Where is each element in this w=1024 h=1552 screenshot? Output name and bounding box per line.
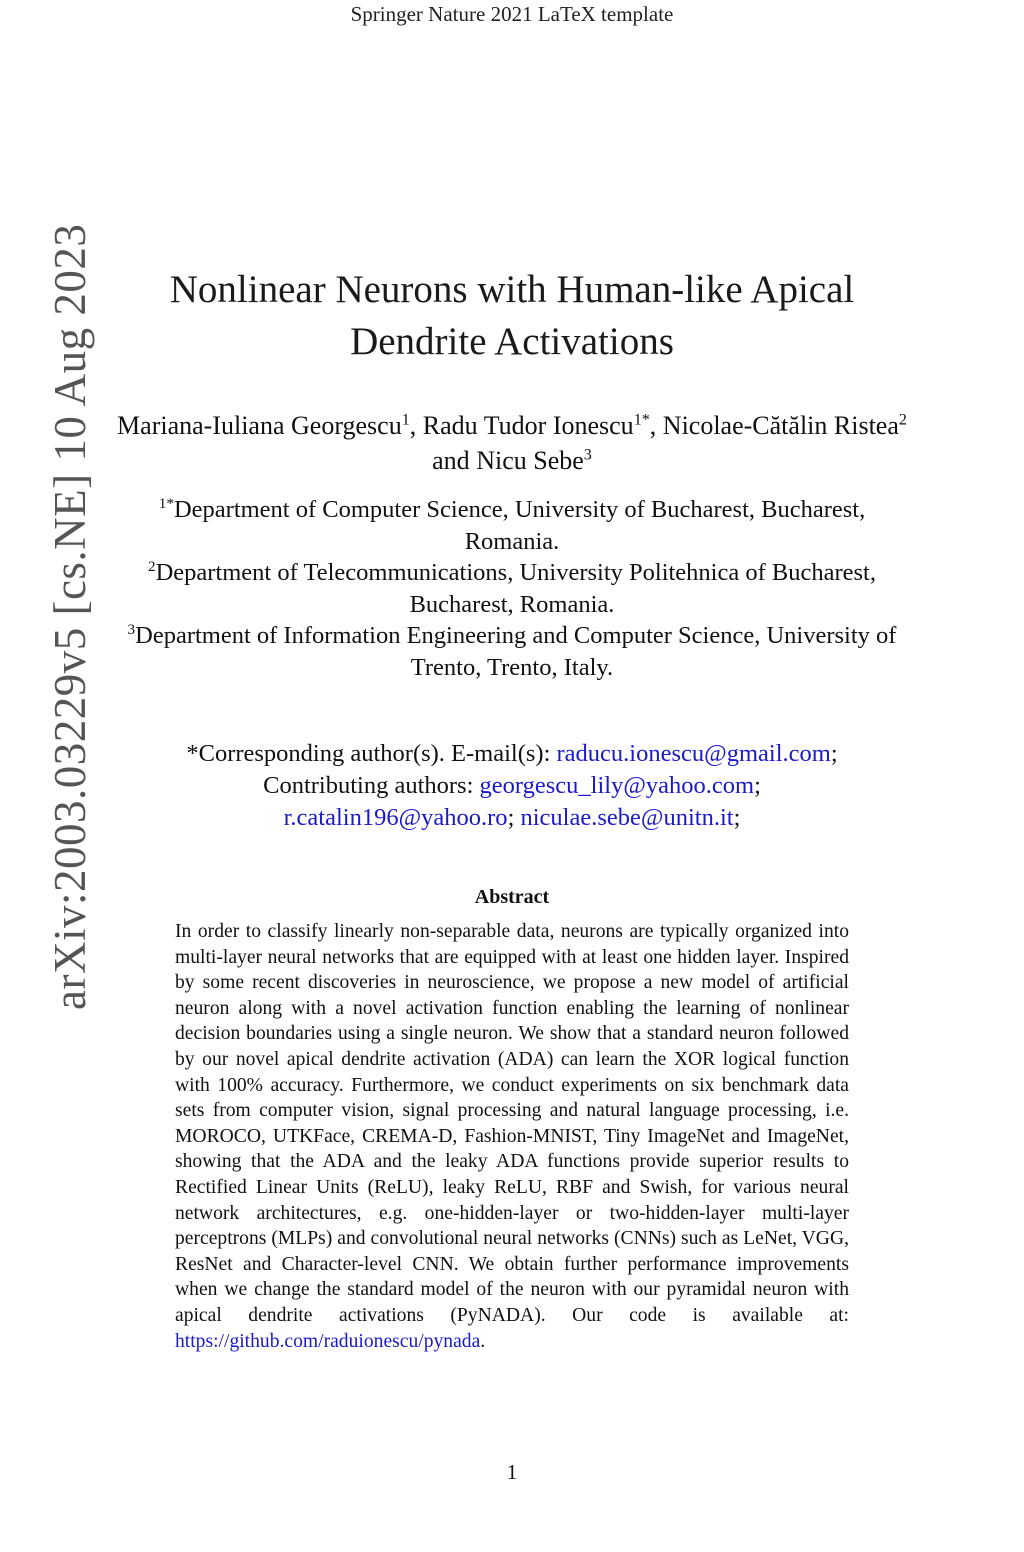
author-affiliation-mark: 1*	[633, 411, 650, 429]
title-line-1: Nonlinear Neurons with Human-like Apical	[169, 268, 855, 311]
author-list	[112, 408, 912, 478]
author-separator: and	[432, 446, 477, 475]
affiliation	[112, 557, 912, 620]
author-separator: ,	[409, 411, 423, 440]
contributing-email-link[interactable]: georgescu_lily@yahoo.com	[479, 772, 755, 799]
author-separator: ,	[649, 411, 663, 440]
author-affiliation-mark: 3	[583, 446, 592, 464]
title-line-2: Dendrite Activations	[350, 320, 674, 363]
author-name: Nicolae-Cătălin Ristea	[662, 411, 899, 440]
abstract-end: .	[480, 1330, 486, 1352]
affiliation	[112, 620, 912, 683]
abstract-text: In order to classify linearly non-separable data, neurons are typically organized into multi-layer neural networks that are equipped with at least one hidden layer. Inspired by some recent discoveries in neuroscience, we propose a new model of artificial neuron along with a novel activation function enabling the learning of nonlinear decision boundaries using a single neuron. We show that a standard neuron followed by our novel apical dendrite activation (ADA) can learn the XOR logical function with 100% accuracy. Furthermore, we conduct experiments on six benchmark data sets from computer vision, signal processing and natural language processing, i.e. MOROCO, UTKFace, CREMA-D, Fashion-MNIST, Tiny ImageNet and ImageNet, showing that the ADA and the leaky ADA functions provide superior results to Rectified Linear Units (ReLU), leaky ReLU, RBF and Swish, for various neural network architectures, e.g. one-hidden-layer or two-hidden-layer multi-layer perceptrons (MLPs) and convolutional neural networks (CNNs) such as LeNet, VGG, ResNet and Character-level CNN. We obtain further performance improvements when we change the standard model of the neuron with our pyramidal neuron with apical dendrite activations (PyNADA). Our code is available at:	[175, 921, 849, 1326]
page-number: 1	[506, 1460, 518, 1484]
author-affiliation-mark: 1	[401, 411, 410, 429]
affiliation	[112, 494, 912, 557]
affiliation-mark: 2	[148, 557, 156, 575]
correspondence-block: *Corresponding author(s). E-mail(s): raducu.ionescu@gmail.com; Contributing authors: georgescu_lily@yahoo.com; r.catalin196@yahoo.ro; niculae.sebe@unitn.it;	[186, 740, 838, 831]
contributing-email-link[interactable]: r.catalin196@yahoo.ro	[283, 804, 508, 831]
affiliation-text: Department of Telecommunications, University Politehnica of Bucharest, Bucharest, Romania.	[155, 559, 876, 618]
abstract-heading: Abstract	[474, 886, 550, 908]
code-repository-link[interactable]: https://github.com/raduionescu/pynada	[175, 1330, 481, 1352]
contributing-email-link[interactable]: niculae.sebe@unitn.it	[520, 804, 734, 831]
affiliation-mark: 1*	[158, 494, 174, 512]
paper-title	[112, 264, 912, 368]
affiliation-list	[112, 494, 912, 683]
abstract-body	[175, 919, 849, 1354]
contributing-label: Contributing authors:	[263, 772, 480, 799]
author-affiliation-mark: 2	[898, 411, 907, 429]
author-name: Radu Tudor Ionescu	[422, 411, 634, 440]
affiliation-text: Department of Information Engineering and Computer Science, University of Trento, Trento, Italy.	[135, 622, 897, 681]
author-name: Mariana-Iuliana Georgescu	[117, 411, 402, 440]
running-header: Springer Nature 2021 LaTeX template	[350, 2, 674, 26]
author-name: Nicu Sebe	[476, 446, 584, 475]
affiliation-text: Department of Computer Science, University of Bucharest, Bucharest, Romania.	[173, 496, 866, 555]
corresponding-label: *Corresponding author(s). E-mail(s):	[186, 740, 557, 767]
corresponding-email-link[interactable]: raducu.ionescu@gmail.com	[556, 740, 831, 767]
affiliation-mark: 3	[127, 620, 136, 638]
arxiv-identifier: arXiv:2003.03229v5 [cs.NE] 10 Aug 2023	[45, 223, 95, 1010]
